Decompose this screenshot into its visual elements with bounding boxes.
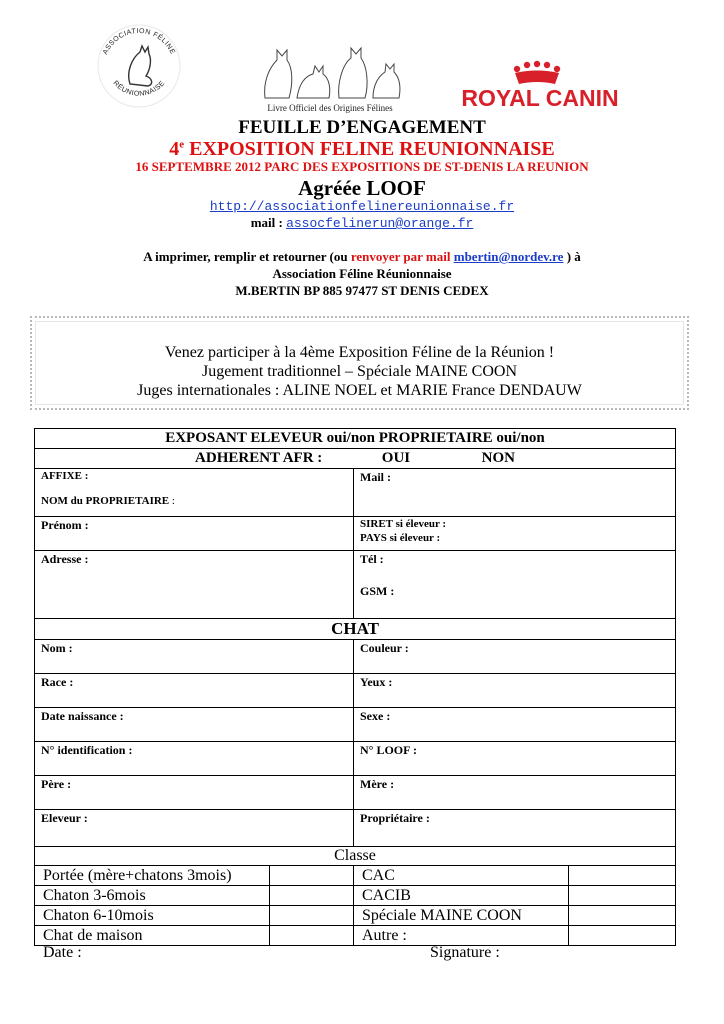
cat-race-field[interactable]: Race : xyxy=(35,674,354,708)
crown-icon xyxy=(514,61,560,84)
class-checkbox[interactable] xyxy=(270,886,354,906)
adresse-field[interactable]: Adresse : xyxy=(35,551,354,619)
cat-icon xyxy=(265,50,292,98)
exposant-header: EXPOSANT ELEVEUR oui/non PROPRIETAIRE oui/non xyxy=(35,429,676,449)
class-option-right: CACIB xyxy=(354,886,569,906)
date-label: Date : xyxy=(43,944,82,961)
class-checkbox[interactable] xyxy=(569,906,676,926)
class-option-left: Chaton 6-10mois xyxy=(35,906,270,926)
class-option-left: Portée (mère+chatons 3mois) xyxy=(35,866,270,886)
royal-canin-text: ROYAL CANIN xyxy=(461,85,619,110)
class-checkbox[interactable] xyxy=(569,866,676,886)
affixe-field[interactable]: AFFIXE : NOM du PROPRIETAIRE : xyxy=(35,469,354,517)
chat-header: CHAT xyxy=(35,619,676,640)
cat-loof-field[interactable]: N° LOOF : xyxy=(354,742,676,776)
cat-mere-field[interactable]: Mère : xyxy=(354,776,676,810)
classe-header: Classe xyxy=(35,847,676,866)
cat-eleveur-field[interactable]: Eleveur : xyxy=(35,810,354,847)
page-title: FEUILLE D’ENGAGEMENT xyxy=(238,117,486,138)
afr-logo xyxy=(90,22,188,110)
tel-gsm-field[interactable]: Tél : GSM : xyxy=(354,551,676,619)
cat-silhouette-icon xyxy=(129,46,152,86)
banner-line-2: Jugement traditionnel – Spéciale MAINE COON xyxy=(201,363,518,380)
class-checkbox[interactable] xyxy=(270,926,354,946)
svg-text:ASSOCIATION FÉLINE: ASSOCIATION FÉLINE xyxy=(101,27,177,56)
adherent-oui-option[interactable]: OUI xyxy=(381,450,411,466)
announcement-banner xyxy=(30,316,689,410)
cat-identification-field[interactable]: N° identification : xyxy=(35,742,354,776)
royal-canin-logo xyxy=(455,60,625,110)
class-option-right: Spéciale MAINE COON xyxy=(354,906,569,926)
class-option-left: Chat de maison xyxy=(35,926,270,946)
loof-caption: Livre Officiel des Origines Félines xyxy=(267,103,393,113)
cat-icon xyxy=(373,64,400,98)
approval-line: Agréée LOOF xyxy=(298,176,426,200)
banner-line-3: Juges internationales : ALINE NOEL et MARIE France DENDAUW xyxy=(137,382,582,399)
banner-line-1: Venez participer à la 4ème Exposition Féline de la Réunion ! xyxy=(164,344,555,361)
class-option-right: Autre : xyxy=(354,926,569,946)
class-checkbox[interactable] xyxy=(569,926,676,946)
exhibition-date-place: 16 SEPTEMBRE 2012 PARC DES EXPOSITIONS DE ST-DENIS LA REUNION xyxy=(135,159,589,174)
prenom-field[interactable]: Prénom : xyxy=(35,517,354,551)
cat-date-naissance-field[interactable]: Date naissance : xyxy=(35,708,354,742)
cat-nom-field[interactable]: Nom : xyxy=(35,640,354,674)
nom-proprietaire-label: NOM du PROPRIETAIRE xyxy=(41,495,170,507)
class-option-left: Chaton 3-6mois xyxy=(35,886,270,906)
postal-address: M.BERTIN BP 885 97477 ST DENIS CEDEX xyxy=(235,283,489,298)
registration-form xyxy=(34,428,676,946)
cat-yeux-field[interactable]: Yeux : xyxy=(354,674,676,708)
mail-field[interactable]: Mail : xyxy=(354,469,676,517)
instructions-email-link[interactable]: mbertin@nordev.re xyxy=(453,249,564,264)
adherent-row: ADHERENT AFR : OUI NON xyxy=(35,449,676,469)
cat-sexe-field[interactable]: Sexe : xyxy=(354,708,676,742)
association-name: Association Féline Réunionnaise xyxy=(272,266,452,281)
website-link[interactable]: http://associationfelinereunionnaise.fr xyxy=(209,199,515,214)
mail-line: mail : assocfelinerun@orange.fr xyxy=(250,215,474,231)
class-option-right: CAC xyxy=(354,866,569,886)
exhibition-title: 4e EXPOSITION FELINE REUNIONNAISE xyxy=(169,138,555,160)
instructions: A imprimer, remplir et retourner (ou renvoyer par mail mbertin@nordev.re ) à xyxy=(143,249,581,264)
class-checkbox[interactable] xyxy=(569,886,676,906)
loof-logo xyxy=(255,38,405,116)
cat-icon xyxy=(339,48,367,98)
cat-icon xyxy=(297,66,330,98)
mail-link[interactable]: assocfelinerun@orange.fr xyxy=(286,216,474,231)
cat-couleur-field[interactable]: Couleur : xyxy=(354,640,676,674)
signature-label: Signature : xyxy=(430,944,500,961)
class-checkbox[interactable] xyxy=(270,866,354,886)
siret-pays-field[interactable]: SIRET si éleveur : PAYS si éleveur : xyxy=(354,517,676,551)
cat-proprietaire-field[interactable]: Propriétaire : xyxy=(354,810,676,847)
svg-text:RÉUNIONNAISE: RÉUNIONNAISE xyxy=(111,79,167,98)
class-checkbox[interactable] xyxy=(270,906,354,926)
adherent-non-option[interactable]: NON xyxy=(481,450,515,466)
cat-pere-field[interactable]: Père : xyxy=(35,776,354,810)
